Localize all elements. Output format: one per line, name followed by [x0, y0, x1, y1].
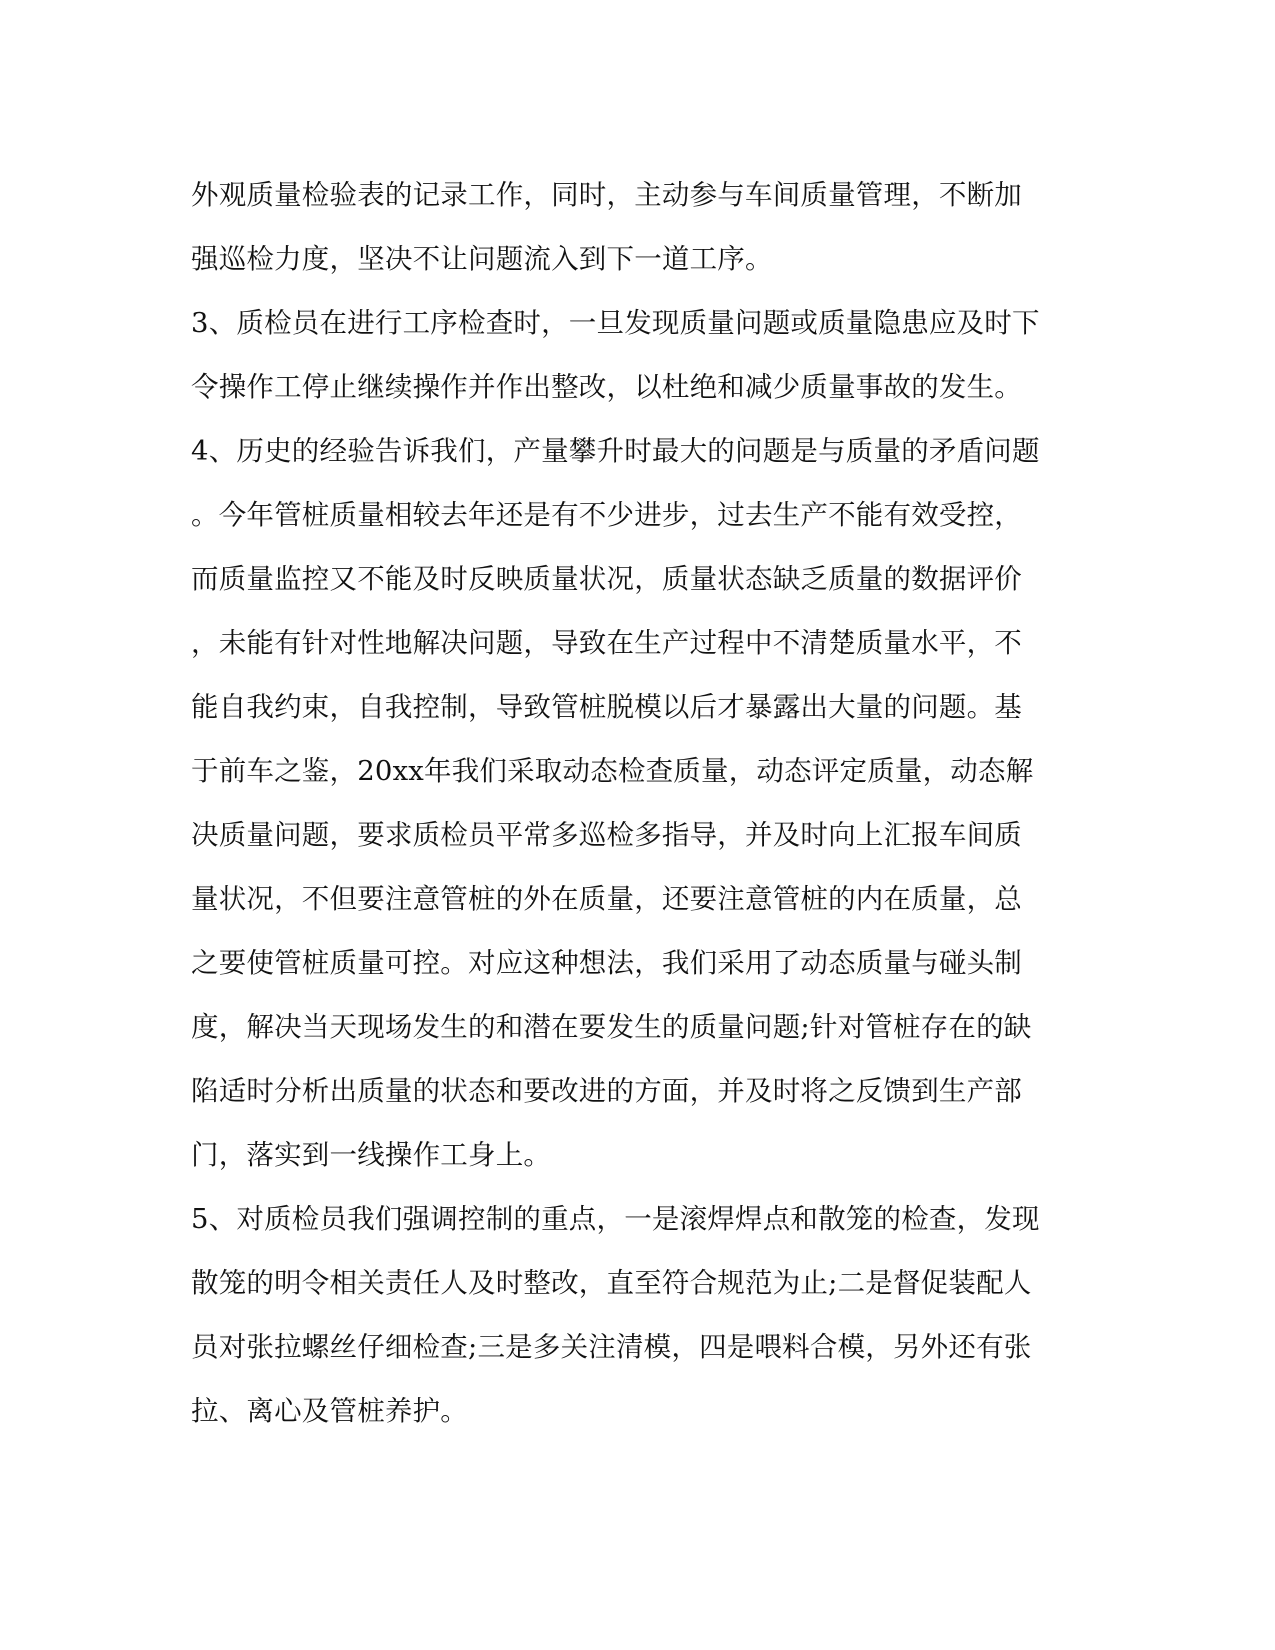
text-line: 外观质量检验表的记录工作，同时，主动参与车间质量管理，不断加	[191, 179, 1022, 211]
text-line: 5、对质检员我们强调控制的重点，一是滚焊焊点和散笼的检查，发现	[191, 1203, 1040, 1235]
text-line: 散笼的明令相关责任人及时整改，直至符合规范为止;二是督促装配人	[191, 1267, 1032, 1299]
text-line: 令操作工停止继续操作并作出整改，以杜绝和减少质量事故的发生。	[191, 371, 1022, 403]
text-line: 决质量问题，要求质检员平常多巡检多指导，并及时向上汇报车间质	[191, 819, 1022, 851]
text-line: 于前车之鉴，20xx年我们采取动态检查质量，动态评定质量，动态解	[191, 755, 1034, 787]
text-line: 员对张拉螺丝仔细检查;三是多关注清模，四是喂料合模，另外还有张	[191, 1331, 1032, 1363]
text-line: 。今年管桩质量相较去年还是有不少进步，过去生产不能有效受控，	[191, 499, 1022, 531]
body-text	[191, 163, 1091, 1443]
text-line: 强巡检力度，坚决不让问题流入到下一道工序。	[191, 243, 773, 275]
text-line: 量状况，不但要注意管桩的外在质量，还要注意管桩的内在质量，总	[191, 883, 1022, 915]
text-line: 3、质检员在进行工序检查时，一旦发现质量问题或质量隐患应及时下	[191, 307, 1040, 339]
text-line: 门，落实到一线操作工身上。	[191, 1139, 552, 1171]
text-line: 之要使管桩质量可控。对应这种想法，我们采用了动态质量与碰头制	[191, 947, 1022, 979]
text-line: 能自我约束，自我控制，导致管桩脱模以后才暴露出大量的问题。基	[191, 691, 1022, 723]
text-line: 陷适时分析出质量的状态和要改进的方面，并及时将之反馈到生产部	[191, 1075, 1022, 1107]
text-line: ，未能有针对性地解决问题，导致在生产过程中不清楚质量水平，不	[191, 627, 1022, 659]
text-line: 4、历史的经验告诉我们，产量攀升时最大的问题是与质量的矛盾问题	[191, 435, 1040, 467]
text-line: 拉、离心及管桩养护。	[191, 1395, 468, 1427]
text-line: 度，解决当天现场发生的和潜在要发生的质量问题;针对管桩存在的缺	[191, 1011, 1032, 1043]
text-line: 而质量监控又不能及时反映质量状况，质量状态缺乏质量的数据评价	[191, 563, 1022, 595]
